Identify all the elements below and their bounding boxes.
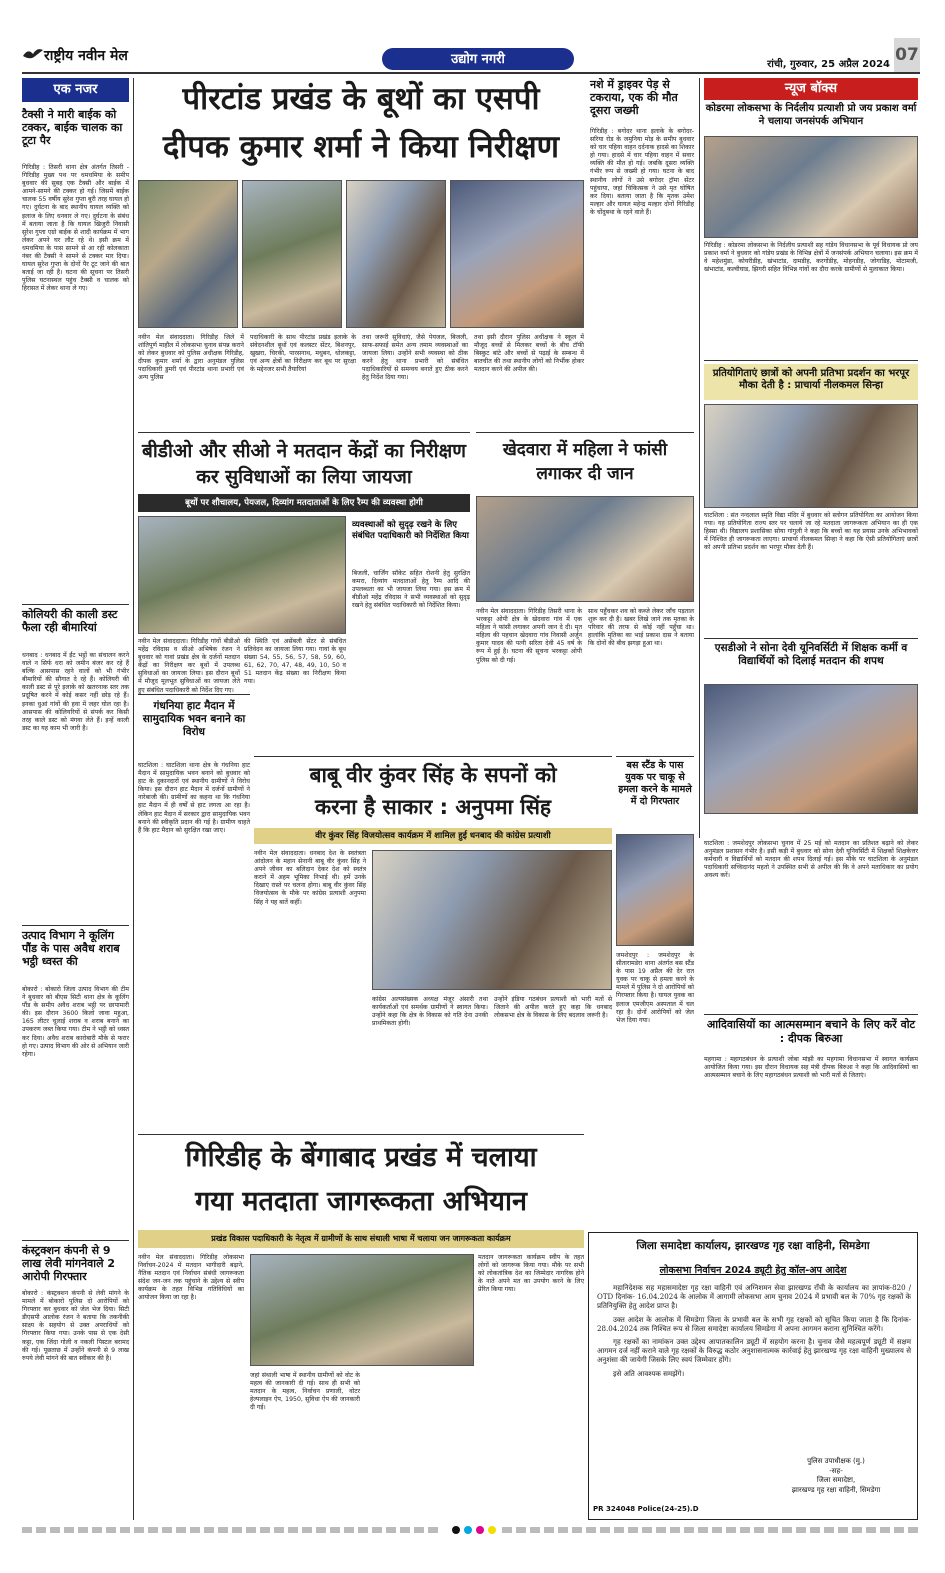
voter-body-col2: जहां संथाली भाषा में स्थानीय ग्रामीणों को वोट के महत्व की जानकारी दी गई। साथ ही सभी को मतदान के महत्व, निर्वाचन प्रणाली, वोटर हेल्पलाइन ऐप, 1950, सुविधा ऐप की जानकारी दी गई। <box>250 1372 360 1412</box>
signature-line: -सह- <box>829 1466 843 1475</box>
lead-photo-3 <box>346 180 446 328</box>
news-box-label: न्यूज बॉक्स <box>704 78 918 100</box>
lead-headline-line2: दीपक कुमार शर्मा ने किया निरीक्षण <box>162 129 560 165</box>
signature-line: पुलिस उपाधीक्षक (मु.) <box>807 1457 865 1465</box>
story-headline: बीडीओ और सीओ ने मतदान केंद्रों का निरीक्षण कर सुविधाओं का लिया जायजा <box>142 440 466 488</box>
page-number: 07 <box>894 38 920 72</box>
registration-stripe <box>22 1527 442 1533</box>
lead-story <box>138 78 584 408</box>
registration-dot <box>452 1526 460 1534</box>
notice-para: महानिदेशक सह महासमादेष्टा गृह रक्षा वाहिनी एवं अग्निशमन सेवा झारखण्ड राँची के कार्यालय का ज्ञापांक-820 / OTD दिनांक- 16.04.2024 के आलोक में आगामी लोकसभा आम चुनाव 2024 में प्रभावी बल के 70% गृह रक्षकों के प्रतिनियुक्ति हेतु आदेश प्राप्त है। <box>597 1283 911 1311</box>
stabbing-story <box>616 756 694 1132</box>
kunwar-headline-line2: करना है साकार : अनुपमा सिंह <box>314 795 552 819</box>
lead-headline-line1: पीरटांड प्रखंड के बूथों का एसपी <box>182 81 540 117</box>
registration-stripe <box>502 1527 920 1533</box>
notice-para: इसे अति आवश्यक समझेंगे। <box>613 1368 685 1378</box>
lead-body-col3: तथा जरूरी सुविधाएं, जैसे पेयजल, बिजली, साफ-सफाई समेत अन्य तमाम व्यवस्थाओं का जायजा लिया। उन्होंने सभी व्यवस्था को ठीक करने हेतु थाना प्रभारी को संबंधित पदाधिकारियों से समन्वय बनाते हुए ठीक करने हेतु निर्देश दिया गया। <box>362 334 468 382</box>
news-box-lower <box>704 840 918 1218</box>
news-box-photo-2 <box>704 404 918 508</box>
story-headline: एसडीओ ने सोना देवी यूनिवर्सिटी में शिक्षक कर्मी व विद्यार्थियों को दिलाई मतदान की शपथ <box>714 642 908 667</box>
notice-signature-block <box>759 1457 913 1503</box>
dateline: रांची, गुरुवार, 25 अप्रैल 2024 <box>767 59 890 70</box>
notice-title: लोकसभा निर्वाचन 2024 ड्यूटी हेतु कॉल-अप आदेश <box>659 1265 847 1276</box>
market-story <box>138 694 250 1126</box>
bdo-pullquote: व्यवस्थाओं को सुदृढ़ रखने के लिए संबंधित पदाधिकारी को निर्देशित किया <box>352 520 469 541</box>
divider <box>704 638 918 639</box>
bdo-body-col2: की स्थिति एवं असेंबली सेंटर से संबंधित प्रतिवेदन का जायजा लिया गया। गावां के बूथ संख्या 54, 55, 56, 57, 58, 59, 60, 61, 62, 70, 47, 48, 49, 10, 50 व 51 मतदान केंद्र संख्या का निरीक्षण किया गया। <box>244 638 346 686</box>
story-headline: आदिवासियों का आत्मसम्मान बचाने के लिए करें वोट : दीपक बिरुआ <box>706 1018 916 1045</box>
left-column <box>22 78 129 1520</box>
signature-line: जिला समादेष्टा, <box>816 1476 856 1484</box>
kunwar-body-col2: कांग्रेस अल्पसंख्यक अध्यक्ष मंजूर अंसारी तथा कार्यकर्ताओं एवं समर्थक ग्रामीणों ने स्वागत किया। उन्होंने कहा कि क्षेत्र के विकास को गति देना उनकी प्राथमिकता होगी। <box>372 996 488 1028</box>
kunwar-body-col3: उन्होंने इंडिया गठबंधन प्रत्याशी को भारी मतों से जिताने की अपील करते हुए कहा कि धनबाद लोकसभा क्षेत्र के विकास के लिए बदलाव जरूरी है। <box>494 996 612 1020</box>
accident-story <box>590 78 694 430</box>
lead-body-col1: नवीन मेल संवाददाता। गिरिडीह जिले में शांतिपूर्ण माहौल में लोकसभा चुनाव संपन्न कराने को लेकर बुधवार को पुलिस अधीक्षक गिरिडीह, दीपक कुमार शर्मा के द्वारा अनुमंडल पुलिस पदाधिकारी डुमरी एवं पीरटांड थाना प्रभारी एवं अन्य पुलिस <box>138 334 244 382</box>
voter-headline-line1: गिरिडीह के बेंगाबाद प्रखंड में चलाया <box>185 1142 537 1173</box>
stabbing-photo <box>616 834 694 946</box>
story-headline: गंधनिया हाट मैदान में सामुदायिक भवन बनाने का विरोध <box>142 700 246 738</box>
news-box-photo-3 <box>704 684 918 814</box>
story-headline: नशे में ड्राइवर पेड़ से टकराया, एक की मौत दूसरा जख्मी <box>590 78 678 117</box>
kunwar-story <box>254 756 612 1128</box>
registration-dot <box>476 1526 484 1534</box>
voter-photo <box>250 1254 474 1366</box>
column-divider <box>133 78 134 1520</box>
news-box-photo-1 <box>704 136 918 238</box>
suicide-photo <box>476 496 694 602</box>
kunwar-subhead: वीर कुंवर सिंह विजयोत्सव कार्यक्रम में शामिल हुई धनबाद की कांग्रेस प्रत्याशी <box>254 828 612 844</box>
divider <box>138 1134 584 1135</box>
divider <box>704 1014 918 1015</box>
story-body: घाटशिला : संत नन्दलाल स्मृति विद्या मंदिर में बुधवार को स्लोगन प्रतियोगिता का आयोजन किया गया। यह प्रतियोगिता राज्य स्तर पर चलाये जा रहे मतदाता जागरूकता अभियान का ही एक हिस्सा थी। विद्यालय प्रशासिका सोया गांगुली ने कहा कि बच्चों का यह प्रयास उनके अभिभावकों में निश्चित ही जागरूकता लाएगा। प्राचार्या नीलकमल सिन्हा ने कहा कि ऐसी प्रतियोगिताएं छात्रों को अपनी प्रतिभा प्रदर्शन का भरपूर मौका देती हैं। <box>704 512 918 552</box>
story-headline: प्रतियोगिताएं छात्रों को अपनी प्रतिभा प्रदर्शन का भरपूर मौका देती है : प्राचार्या नीलकमल सिन्हा <box>712 368 910 391</box>
government-notice <box>588 1232 918 1520</box>
notice-pr-number: PR 324048 Police(24-25).D <box>593 1505 699 1513</box>
divider <box>138 432 470 433</box>
story-headline: खेदवारा में महिला ने फांसी लगाकर दी जान <box>502 440 668 484</box>
registration-dot <box>488 1526 496 1534</box>
story-headline: कंस्ट्रक्शन कंपनी से 9 लाख लेवी मांगनेवाले 2 आरोपी गिरफ्तार <box>22 1244 116 1283</box>
paper-logo <box>22 42 192 68</box>
story-subhead: बूथों पर शौचालय, पेयजल, दिव्यांग मतदाताओं के लिए रैम्प की व्यवस्था होगी <box>138 494 470 512</box>
suicide-story <box>476 432 694 752</box>
kunwar-photo <box>372 850 612 990</box>
story-body: गिरिडीह : तिसरी थाना क्षेत्र अंतर्गत तिसरी - गिरिडीह मुख्य पथ पर धमधमिया के समीप बुधवार की सुबह एक टैक्सी और बाईक में आमने-सामने की टक्कर हो गई। जिसमें बाईक चालक 55 वर्षीय सुरेश गुप्ता बुरी तरह घायल हो गए। दुर्घटना के बाद स्थानीय घायल व्यक्ति को इलाज के लिए धनवार ले गए। दुर्घटना के संबंध में बताया जाता है कि घायल खिजुरी निवासी सुरेश गुप्ता एग्रो बाईक से शादी कार्यक्रम में भाग लेकर अपने घर लौट रहे थे। इसी क्रम में धमधमिया के पास सामने से आ रही कोलकाता नंबर की टैक्सी ने सामने से टक्कर मार दिया। घायल सुरेश गुप्ता के दोनों पैर टूट जाने की बात बताई जा रही है। घटना की सूचना पर तिसरी पुलिस घटनास्थल पहुंच टैक्सी व चालक को हिरासत में लेकर थाना ले गए। <box>22 164 129 293</box>
divider <box>22 604 129 605</box>
suicide-body-col2: साथ पहुँचकर शव को कब्जे लेकर जाँच पड़ताल शुरू कर दी है। खबर लिखे जाने तक मृतका के परिवार की तरफ से कोई नहीं पहुँचा था। हालांकि मृतिका का भाई प्रकाश दास ने बताया कि दोनों की बीच झगड़ा हुआ था। <box>588 608 694 648</box>
lead-photo-4 <box>450 180 584 328</box>
divider <box>138 694 250 695</box>
lead-photo-2 <box>242 180 342 328</box>
lead-photo-1 <box>138 180 238 328</box>
notice-dept: जिला समादेष्टा कार्यालय, झारखण्ड गृह रक्षा वाहिनी, सिमडेगा <box>636 1240 870 1252</box>
story-body: घाटशिला : घाटशिला थाना क्षेत्र के गंधनिया हाट मैदान में सामुदायिक भवन बनाने को बुधवार को हाट के दुकानदारों एवं स्थानीय ग्रामीणों ने विरोध किया। इस दौरान हाट मैदान में दर्जनों ग्रामीणों ने नारेबाजी की। ग्रामीणों का कहना था कि गंधनिया हाट मैदान में ही वर्षों से हाट लगता आ रहा है। लेकिन हाट मैदान में सरकार द्वारा सामुदायिक भवन बनाने की स्वीकृति प्रदान की गई है। ग्रामीण चाहते हैं कि हाट मैदान को सुरक्षित रखा जाए। <box>138 762 250 834</box>
story-headline: बस स्टैंड के पास युवक पर चाकू से हमला करने के मामले में दो गिरफ्तार <box>618 760 692 807</box>
registration-dot <box>464 1526 472 1534</box>
bird-icon <box>22 46 44 62</box>
divider <box>616 756 694 757</box>
notice-body <box>597 1283 911 1453</box>
divider <box>254 756 612 757</box>
story-headline: उत्पाद विभाग ने कूलिंग पौंड के पास अवैध शराब भट्ठी ध्वस्त की <box>22 929 120 968</box>
news-box-highlight-2 <box>704 364 918 400</box>
voter-campaign-story <box>138 1134 584 1520</box>
bdo-body-col3: बिजली, चार्जिंग सॉकेट सहित रोशनी हेतु सुरक्षित कमरा, दिव्यांग मतदाताओं हेतु रैम्प आदि की उपलब्धता का भी जायजा लिया गया। इस क्रम में बीडीओ महेंद्र रविदास ने सभी व्यवस्थाओं को सुदृढ़ रखने हेतु संबंधित पदाधिकारी को निर्देशित किया। <box>352 570 470 610</box>
notice-para: गृह रक्षकों का नामांकन उक्त उद्देश्य आपातकालिन ड्यूटी में सहयोग करना है। चुनाव जैसे महत्वपूर्ण ड्यूटी में सक्षम आगमन दर्ज नहीं कराने वाले गृह रक्षकों के विरुद्ध कठोर अनुशासनात्मक कार्रवाई हेतु झारखण्ड गृह रक्षा वाहिनी मुख्यालय से अनुशंसा की जायेगी जिसके लिए स्वयं जिम्मेवार होंगे। <box>597 1337 911 1365</box>
divider <box>22 925 129 926</box>
voter-body-col3: मतदान जागरूकता कार्यक्रम स्वीप के तहत लोगों को जागरूक किया गया। मौके पर सभी को लोकतांत्रिक देश का जिम्मेदार नागरिक होने के नाते अपने मत का उपयोग करने के लिए प्रेरित किया गया। <box>478 1254 584 1294</box>
news-box <box>704 78 918 838</box>
masthead-rule <box>22 72 920 74</box>
story-body: बोकारो : कंस्ट्रक्शन कंपनी से लेवी मांगने के मामले में बोकारो पुलिस दो आरोपियों को गिरफ्तार कर बुधवार को जेल भेज दिया। सिटी डीएसपी आलोक रंजन ने बताया कि तकनीकी साक्ष्य के सहयोग से उक्त अपराधियों को गिरफ्तार किया गया। उनके पास से एक देसी कट्टा, एक जिंदा गोली व नकली पिस्टल बरामद की गई। पूछताछ में उन्होंने कंपनी से 9 लाख रुपये लेवी मांगने की बात स्वीकार की है। <box>22 1290 129 1362</box>
notice-para: उक्त आदेश के आलोक में सिमडेगा जिला के प्रभावी बल के सभी गृह रक्षकों को सूचित किया जाता है कि दिनांक- 28.04.2024 तक निश्चित रूप से जिला समादेष्टा कार्यालय सिमडेगा में अपना आगमन कराना सुनिश्चित करेंगे। <box>597 1314 911 1333</box>
voter-subhead: प्रखंड विकास पदाधिकारी के नेतृत्व में ग्रामीणों के साथ संथाली भाषा में चलाया जन जागरूकता कार्यक्रम <box>138 1230 584 1248</box>
story-headline: कोलियरी की काली डस्ट फैला रही बीमारियां <box>22 608 118 634</box>
bdo-story <box>138 432 470 694</box>
story-body: बोकारो : बोकारो जिला उत्पाद विभाग की टीम ने बुधवार को बीएस सिटी थाना क्षेत्र के कूलिंग पौंड के समीप अवैध शराब भट्ठी पर छापामारी की। इस दौरान 3600 किलो जावा महुआ, 165 लीटर चुलाई शराब व शराब बनाने का उपकरण जब्त किया गया। टीम ने भट्ठी को ध्वस्त कर दिया। अवैध शराब कारोबारी मौके से फरार हो गए। उत्पाद विभाग की ओर से अभियान जारी रहेगा। <box>22 986 129 1058</box>
bdo-body-col1: नवीन मेल संवाददाता। गिरिडीह गांवों बीडीओ महेंद्र रविदास व सीओ अभिषेक रंजन ने बुधवार को गावां प्रखंड क्षेत्र के दर्जनों मतदान केंद्रों का निरीक्षण कर बूथों में उपलब्ध सुविधाओं का जायजा लिया। इस दौरान बूथों में मौजूद मूलभूत सुविधाओं का जायजा लेते हुए संबंधित पदाधिकारी को निर्देश दिए गए। <box>138 638 240 694</box>
kunwar-body-col1: नवीन मेल संवाददाता। धनबाद देश के स्वतंत्रता आंदोलन के महान सेनानी बाबू वीर कुंवर सिंह ने अपने जीवन का बलिदान देकर देश को स्वतंत्र कराने में अहम भूमिका निभाई थी। हमें उनके दिखाए रास्ते पर चलना होगा। बाबू वीर कुंवर सिंह विजयोत्सव के मौके पर कांग्रेस प्रत्याशी अनुपमा सिंह ने यह बातें कहीं। <box>254 850 366 906</box>
divider <box>476 432 694 433</box>
lead-body-col2: पदाधिकारी के साथ पीरटांड प्रखंड इलाके के संवेदनशील बूथों एवं कलस्टर सेंटर, बिशनपुर, खुखरा, चिरकी, पारसनाथ, मधुबन, धोलकट्टा, एवं अन्य क्षेत्रों का निरीक्षण कर बूथ पर सुरक्षा के मद्देनजर सभी तैयारियां <box>250 334 356 374</box>
divider <box>22 1240 129 1241</box>
divider <box>704 360 918 361</box>
section-name-badge: उद्योग नगरी <box>382 48 574 70</box>
story-body: धनबाद : धनबाद में ईंट भट्ठों का संचालन करने वाले न सिर्फ धरा को जमीन बंजर कर रहे हैं बल्कि आसपास रहने वालों को भी गंभीर बीमारियों की सौगात दे रहे हैं। कोलियरी की काली डस्ट से पूरे इलाके को खतरनाक स्तर तक प्रदूषित करने में कोई कसर नहीं छोड़ रहे हैं। इनका धुआं गांवों की हवा में जहर घोल रहा है। आसपास की कोलियरियों से संपर्क कर किसी तरह काले डस्ट को मंगवा लेते हैं। इन्हें काली डस्ट का यह काम भी जारी है। <box>22 652 129 732</box>
story-body: घाटशिला : जमशेदपुर लोकसभा चुनाव में 25 मई को मतदान का प्रतिशत बढ़ाने को लेकर अनुमंडल प्रशासन गंभीर है। इसी कड़ी में बुधवार को सोना देवी यूनिवर्सिटी में शिक्षकों शिक्षकेत्तर कर्मचारी व विद्यार्थियों को मतदान की शपथ दिलाई गई। इस मौके पर घाटशिला के अनुमंडल पदाधिकारी सच्चिदानंद महतो ने उपस्थित सभी से अपील की कि वे अपने मताधिकार का प्रयोग अवश्य करें। <box>704 840 918 880</box>
paper-name: राष्ट्रीय नवीन मेल <box>44 48 128 64</box>
story-body: जमशेदपुर : जमशेदपुर के सीतारामडेरा थाना अंतर्गत बस स्टैंड के पास 19 अप्रैल की देर रात युवक पर चाकू से हमला करने के मामले में पुलिस ने दो आरोपियों को गिरफ्तार किया है। घायल युवक का इलाज एमजीएम अस्पताल में चल रहा है। दोनों आरोपियों को जेल भेज दिया गया। <box>616 952 694 1024</box>
print-registration-bar <box>22 1524 920 1536</box>
signature-line: झारखण्ड गृह रक्षा वाहिनी, सिमडेगा <box>791 1485 881 1494</box>
voter-headline-line2: गया मतदाता जागरूकता अभियान <box>195 1186 527 1217</box>
bdo-photo <box>138 516 346 634</box>
story-headline: टैक्सी ने मारी बाईक को टक्कर, बाईक चालक का टूटा पैर <box>22 108 123 147</box>
voter-body-col1: नवीन मेल संवाददाता। गिरिडीह लोकसभा निर्वाचन-2024 में मतदान भागीदारी बढ़ाने, नैतिक मतदान एवं निर्वाचन संबंधी जागरूकता संदेश जन-जन तक पहुंचाने के उद्देश्य से स्वीप कार्यक्रम के तहत विभिन्न गतिविधियों का आयोजन किया जा रहा है। <box>138 1254 244 1302</box>
story-body: गिरिडीह : कोडरमा लोकसभा के निर्दलीय प्रत्याशी सह गांडेय विधानसभा के पूर्व विधायक प्रो जय प्रकाश वर्मा ने बुधवार को गांडेय प्रखंड के विभिन्न क्षेत्रों में जनसंपर्क अभियान चलाया। इस क्रम में वे महेशमुंडा, कोयरीडीह, खंभाटांड, दामडीह, करगोंडीह, मोहनडीह, जोगाडिह, मोटामजी, खंभाटांड, कल्वीघाड, झिगरी सहित विभिन्न गांवों का दौरा करके ग्रामीणों से मुलाकात किया। <box>704 242 918 274</box>
story-headline: कोडरमा लोकसभा के निर्दलीय प्रत्याशी प्रो जय प्रकाश वर्मा ने चलाया जनसंपर्क अभियान <box>705 103 917 127</box>
lead-body-col4: तथा इसी दौरान पुलिस अधीक्षक ने स्कूल में मौजूद बच्चों से मिलकर बच्चों के बीच टॉफी बिस्कुट बांटे और बच्चों से पढ़ाई के सम्बन्ध में बातचीत की तथा स्थानीय लोगों को निर्भीक होकर मतदान करने की अपील की। <box>474 334 584 374</box>
story-body: गिरिडीह : बगोदर थाना इलाके के बगोदर-सरिया रोड के जमुनिया मोड़ के समीप बुधवार को चार पहिया वाहन दर्दनाक हादसे का शिकार हो गया। हादसे में चार पहिया वाहन में सवार व्यक्ति की मौत हो गई। जबकि दूसरा व्यक्ति गंभीर रूप से जख्मी हो गया। घटना के बाद स्थानीय लोगों ने उसे बगोदर ट्रॉमा सेंटर पहुंचाया, जहां चिकित्सक ने उसे मृत घोषित कर दिया। बताया जाता है कि मृतक उमेश मल्हार और घायल महेन्द्र मल्हार दोनों गिरिडीह के चोंदुबथा के रहने वाले हैं। <box>590 128 694 216</box>
suicide-body-col1: नवीन मेल संवाददाता। गिरिडीह तिसरी थाना के भरकट्टा ओपी क्षेत्र के खेदवारा गांव में एक महिला ने फांसी लगाकर अपनी जान दे दी। मृत महिला की पहचान खेदवारा गांव निवासी अर्जुन कुमार यादव की पत्नी सरिता देवी 45 वर्ष के रूप में हुई है। घटना की सूचना भरकट्टा ओपी पुलिस को दी गई। <box>476 608 582 664</box>
story-body: महगामा : महागठबंधन के प्रत्याशी जोबा मांझी का महगामा विधानसभा में स्वागत कार्यक्रम आयोजित किया गया। इस दौरान विधायक सह मंत्री दीपक बिरुआ ने कहा कि आदिवासियों का आत्मसम्मान बचाने के लिए महागठबंधन प्रत्याशी को भारी मतों से जिताएं। <box>704 1056 918 1080</box>
kunwar-headline-line1: बाबू वीर कुंवर सिंह के सपनों को <box>309 763 557 787</box>
masthead <box>22 38 920 74</box>
left-column-label: एक नजर <box>22 78 129 102</box>
column-divider <box>699 78 700 838</box>
